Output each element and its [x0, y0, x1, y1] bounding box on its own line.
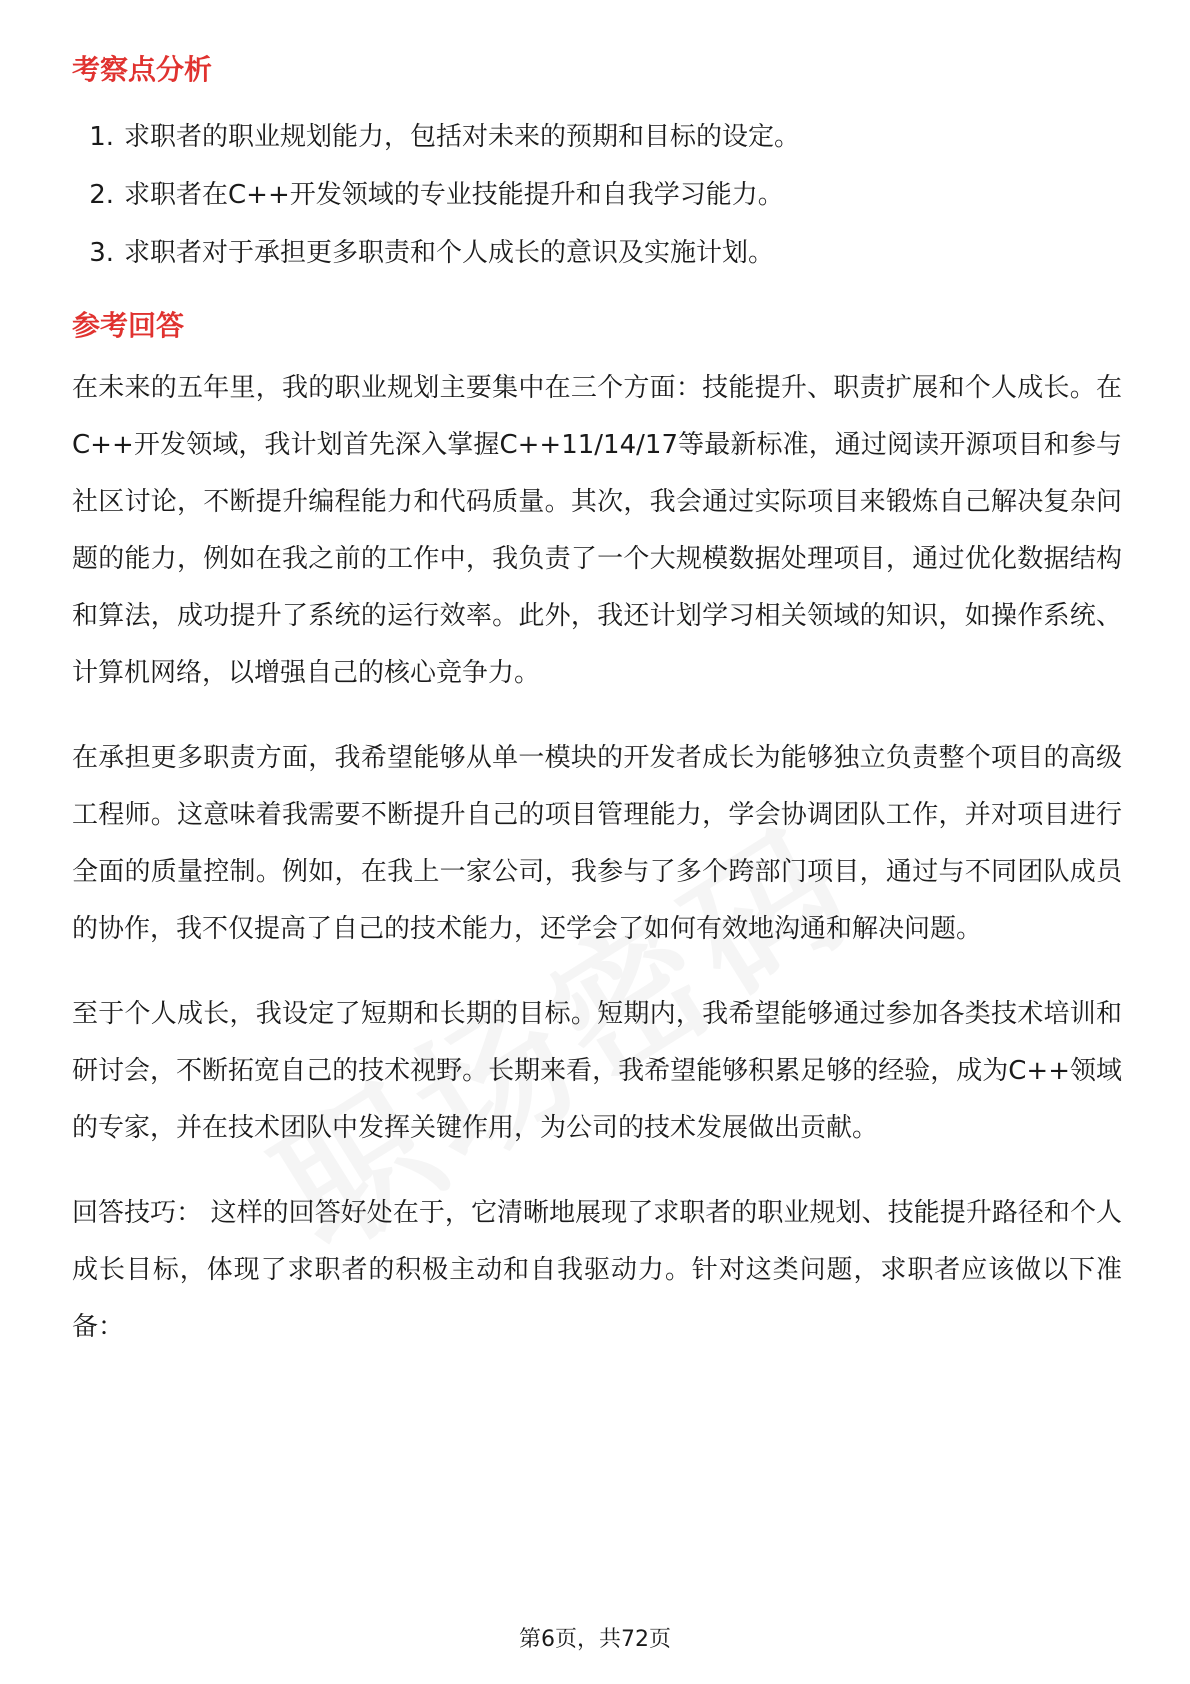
list-item-text: 求职者的职业规划能力，包括对未来的预期和目标的设定。	[124, 122, 801, 152]
list-item	[72, 108, 1122, 166]
list-item-text: 求职者在C++开发领域的专业技能提升和自我学习能力。	[124, 180, 784, 210]
list-item	[72, 166, 1122, 224]
answer-paragraph: 在承担更多职责方面，我希望能够从单一模块的开发者成长为能够独立负责整个项目的高级工程师。这意味着我需要不断提升自己的项目管理能力，学会协调团队工作，并对项目进行全面的质量控制。例如，在我上一家公司，我参与了多个跨部门项目，通过与不同团队成员的协作，我不仅提高了自己的技术能力，还学会了如何有效地沟通和解决问题。	[72, 743, 1122, 944]
list-item	[72, 224, 1122, 282]
list-item-number: 1.	[89, 122, 114, 152]
page-indicator: 第6页，共72页	[519, 1627, 671, 1652]
answer-tips-paragraph: 回答技巧： 这样的回答好处在于，它清晰地展现了求职者的职业规划、技能提升路径和个人成长目标，体现了求职者的积极主动和自我驱动力。针对这类问题，求职者应该做以下准备：	[72, 1198, 1122, 1342]
analysis-list	[72, 108, 1122, 282]
document-page	[72, 50, 1122, 1356]
answer-heading: 参考回答	[72, 309, 185, 342]
answer-paragraph: 至于个人成长，我设定了短期和长期的目标。短期内，我希望能够通过参加各类技术培训和研讨会，不断拓宽自己的技术视野。长期来看，我希望能够积累足够的经验，成为C++领域的专家，并在技术团队中发挥关键作用，为公司的技术发展做出贡献。	[72, 999, 1122, 1143]
analysis-heading: 考察点分析	[72, 53, 213, 86]
list-item-number: 2.	[89, 180, 114, 210]
answer-paragraph: 在未来的五年里，我的职业规划主要集中在三个方面：技能提升、职责扩展和个人成长。在C++开发领域，我计划首先深入掌握C++11/14/17等最新标准，通过阅读开源项目和参与社区讨论，不断提升编程能力和代码质量。其次，我会通过实际项目来锻炼自己解决复杂问题的能力，例如在我之前的工作中，我负责了一个大规模数据处理项目，通过优化数据结构和算法，成功提升了系统的运行效率。此外，我还计划学习相关领域的知识，如操作系统、计算机网络，以增强自己的核心竞争力。	[72, 373, 1122, 688]
list-item-number: 3.	[89, 238, 114, 268]
list-item-text: 求职者对于承担更多职责和个人成长的意识及实施计划。	[124, 238, 775, 268]
